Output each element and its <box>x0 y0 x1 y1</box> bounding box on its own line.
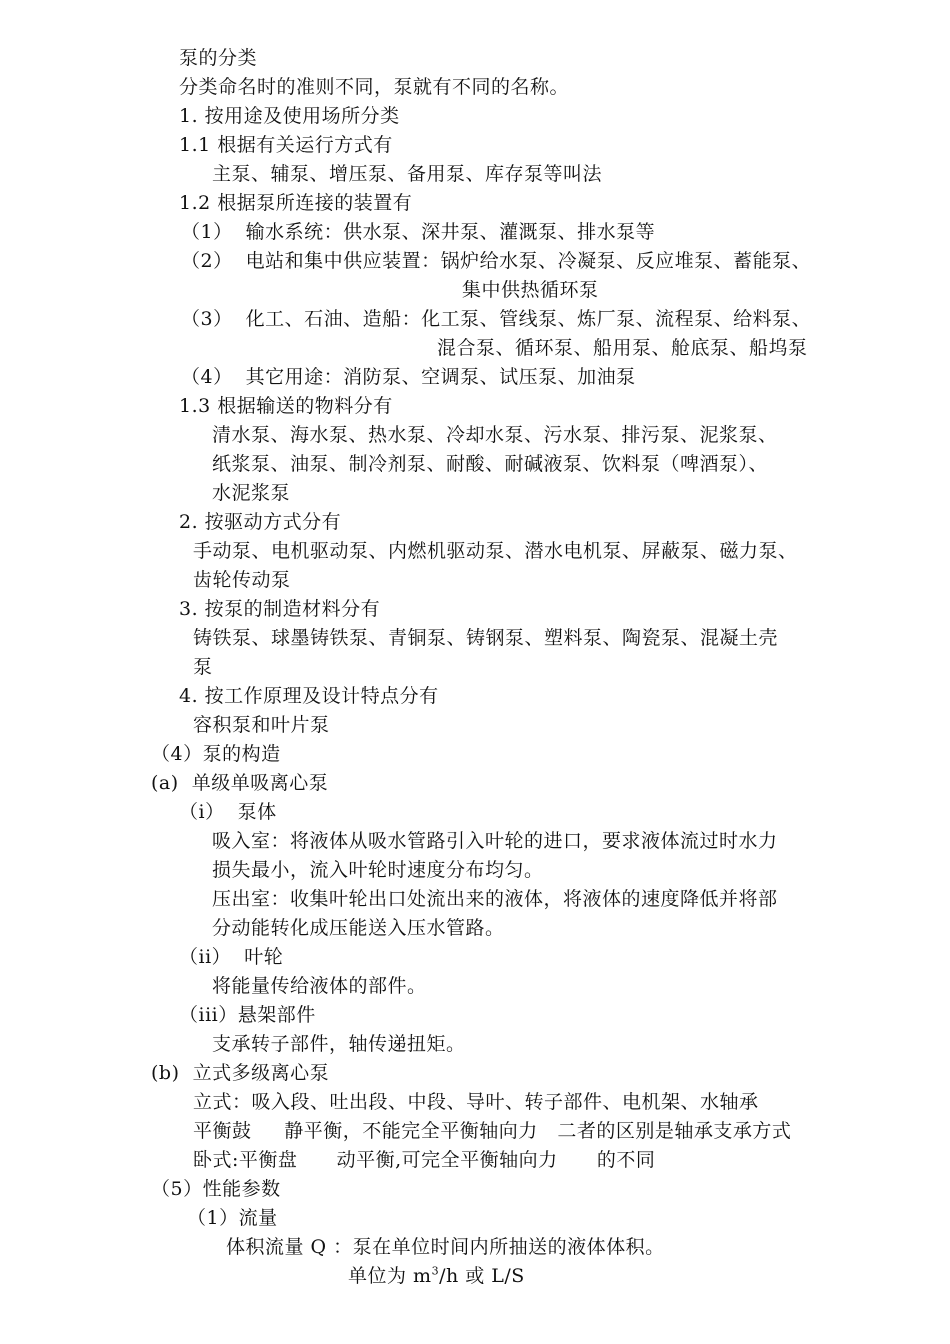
paragraph-text: 纸浆泵、油泵、制冷剂泵、耐酸、耐碱液泵、饮料泵（啤酒泵）、 <box>212 453 769 475</box>
paragraph-text: 容积泵和叶片泵 <box>193 714 330 736</box>
heading-1-2: 1.2 根据泵所连接的装置有 <box>179 192 413 214</box>
paragraph-text: 齿轮传动泵 <box>193 569 291 591</box>
item-heading: （iii）悬架部件 <box>179 1004 316 1026</box>
paragraph-text: 卧式:平衡盘 动平衡,可完全平衡轴向力 的不同 <box>193 1149 656 1171</box>
list-item-continuation: 混合泵、循环泵、船用泵、舱底泵、船坞泵 <box>437 337 808 359</box>
section-title: 泵的分类 <box>179 47 258 69</box>
item-heading: （ii） 叶轮 <box>179 946 284 968</box>
paragraph-text: 铸铁泵、球墨铸铁泵、青铜泵、铸钢泵、塑料泵、陶瓷泵、混凝土壳 <box>193 627 779 649</box>
paragraph-text: 泵 <box>193 656 213 678</box>
heading-3: 3. 按泵的制造材料分有 <box>179 598 381 620</box>
section-heading: （4）泵的构造 <box>151 743 281 765</box>
heading-2: 2. 按驱动方式分有 <box>179 511 342 533</box>
item-heading: （1）流量 <box>187 1207 278 1229</box>
list-item: （2） 电站和集中供应装置：锅炉给水泵、冷凝泵、反应堆泵、蓄能泵、 <box>181 250 812 272</box>
heading-1: 1. 按用途及使用场所分类 <box>179 105 400 127</box>
paragraph-text: 分动能转化成压能送入压水管路。 <box>212 917 505 939</box>
list-item: （4） 其它用途：消防泵、空调泵、试压泵、加油泵 <box>181 366 636 388</box>
unit-suffix: /h 或 L/S <box>439 1265 525 1287</box>
heading-4: 4. 按工作原理及设计特点分有 <box>179 685 439 707</box>
paragraph-text: 体积流量 Q ：泵在单位时间内所抽送的液体体积。 <box>226 1236 665 1258</box>
heading-1-1: 1.1 根据有关运行方式有 <box>179 134 393 156</box>
section-heading: （5）性能参数 <box>151 1178 281 1200</box>
subsection-heading: (b) 立式多级离心泵 <box>151 1062 330 1084</box>
list-item: （1） 输水系统：供水泵、深井泵、灌溉泵、排水泵等 <box>181 221 656 243</box>
list-item-continuation: 集中供热循环泵 <box>462 279 599 301</box>
paragraph-text: 平衡鼓 静平衡，不能完全平衡轴向力 二者的区别是轴承支承方式 <box>193 1120 792 1142</box>
list-item: （3） 化工、石油、造船：化工泵、管线泵、炼厂泵、流程泵、给料泵、 <box>181 308 812 330</box>
paragraph-text: 立式：吸入段、吐出段、中段、导叶、转子部件、电机架、水轴承 <box>193 1091 759 1113</box>
unit-prefix: 单位为 m <box>348 1265 432 1287</box>
intro-text: 分类命名时的准则不同，泵就有不同的名称。 <box>179 76 570 98</box>
paragraph-text: 手动泵、电机驱动泵、内燃机驱动泵、潜水电机泵、屏蔽泵、磁力泵、 <box>193 540 798 562</box>
heading-1-3: 1.3 根据输送的物料分有 <box>179 395 393 417</box>
paragraph-text: 清水泵、海水泵、热水泵、冷却水泵、污水泵、排污泵、泥浆泵、 <box>212 424 778 446</box>
paragraph-text: 损失最小，流入叶轮时速度分布均匀。 <box>212 859 544 881</box>
paragraph-text: 水泥浆泵 <box>212 482 291 504</box>
paragraph-text: 支承转子部件，轴传递扭矩。 <box>212 1033 466 1055</box>
paragraph-text: 压出室：收集叶轮出口处流出来的液体，将液体的速度降低并将部 <box>212 888 778 910</box>
paragraph-text: 主泵、辅泵、增压泵、备用泵、库存泵等叫法 <box>212 163 603 185</box>
unit-text <box>348 1262 525 1290</box>
item-heading: （i） 泵体 <box>179 801 277 823</box>
paragraph-text: 吸入室：将液体从吸水管路引入叶轮的进口，要求液体流过时水力 <box>212 830 778 852</box>
subsection-heading: (a) 单级单吸离心泵 <box>151 772 329 794</box>
paragraph-text: 将能量传给液体的部件。 <box>212 975 427 997</box>
unit-superscript: 3 <box>431 1264 440 1278</box>
